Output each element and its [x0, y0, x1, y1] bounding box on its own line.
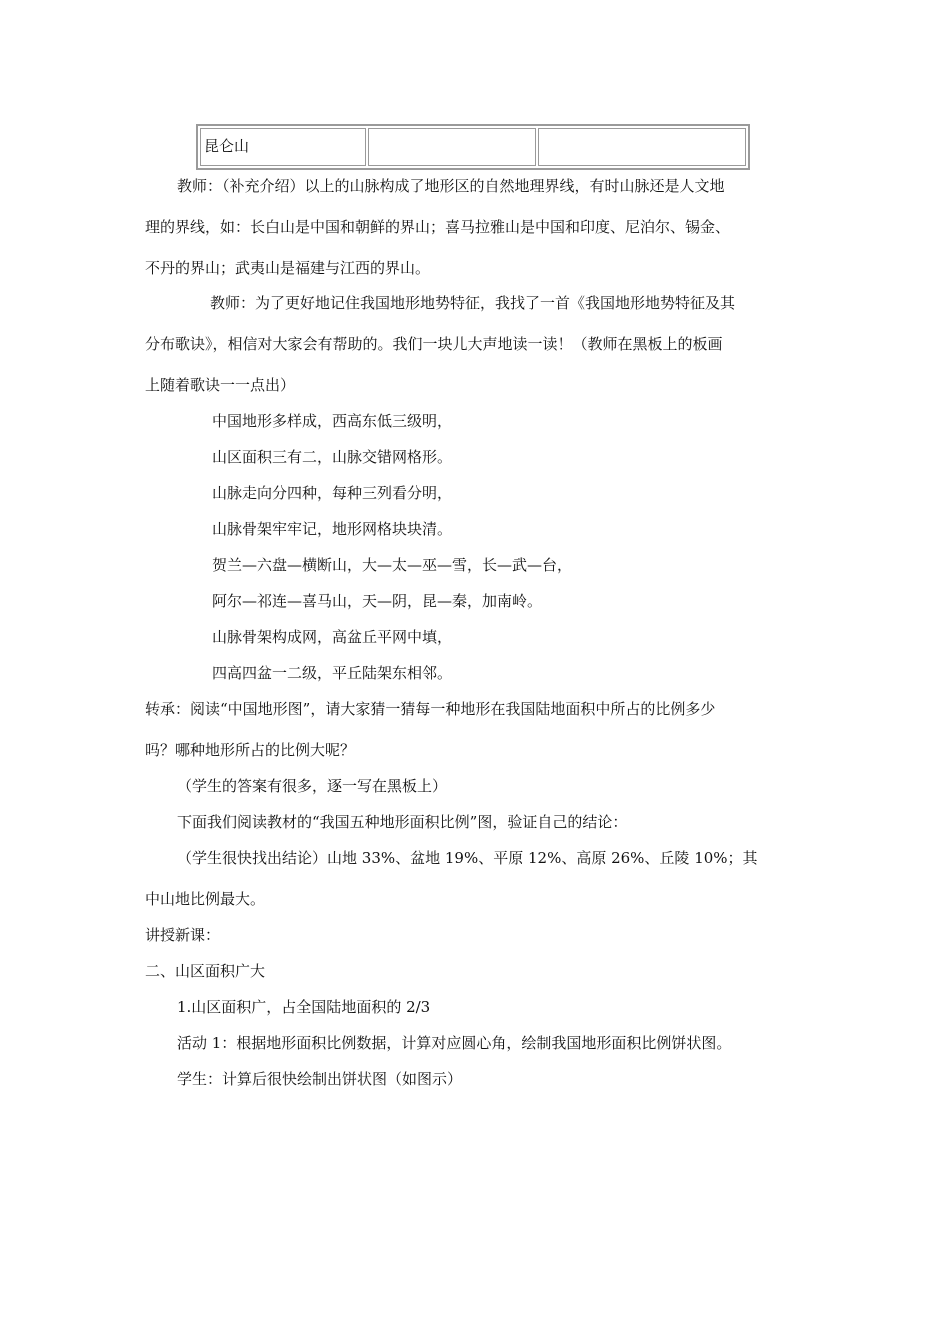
- table-cell-empty: [368, 128, 536, 166]
- paragraph-line: （学生的答案有很多，逐一写在黑板上）: [177, 777, 448, 795]
- poem-line: 中国地形多样成，西高东低三级明，: [212, 412, 453, 430]
- poem-line: 山脉走向分四种，每种三列看分明，: [212, 484, 453, 502]
- paragraph-line: 不丹的界山；武夷山是福建与江西的界山。: [145, 259, 431, 277]
- paragraph-line: 教师：为了更好地记住我国地形地势特征，我找了一首《我国地形地势特征及其: [210, 294, 736, 312]
- table-row: [200, 128, 746, 166]
- paragraph-line: 活动 1：根据地形面积比例数据，计算对应圆心角，绘制我国地形面积比例饼状图。: [177, 1034, 732, 1052]
- paragraph-line: 转承：阅读“中国地形图”，请大家猜一猜每一种地形在我国陆地面积中所占的比例多少: [145, 700, 716, 718]
- poem-line: 阿尔—祁连—喜马山，天—阴，昆—秦，加南岭。: [212, 592, 543, 610]
- table-cell-mountain: 昆仑山: [200, 128, 366, 166]
- poem-line: 山区面积三有二，山脉交错网格形。: [212, 448, 453, 466]
- paragraph-line: 理的界线，如：长白山是中国和朝鲜的界山；喜马拉雅山是中国和印度、尼泊尔、锡金、: [145, 218, 731, 236]
- poem-line: 贺兰—六盘—横断山，大—太—巫—雪，长—武—台，: [212, 556, 573, 574]
- table-cell-empty: [538, 128, 746, 166]
- mountain-table: [196, 124, 750, 170]
- paragraph-line: （学生很快找出结论）山地 33%、盆地 19%、平原 12%、高原 26%、丘陵 10%；其: [177, 849, 758, 867]
- paragraph-line: 吗？哪种地形所占的比例大呢？: [145, 741, 356, 759]
- paragraph-line: 学生：计算后很快绘制出饼状图（如图示）: [177, 1070, 463, 1088]
- poem-line: 山脉骨架牢牢记，地形网格块块清。: [212, 520, 453, 538]
- paragraph-line: 下面我们阅读教材的“我国五种地形面积比例”图，验证自己的结论：: [177, 813, 628, 831]
- paragraph-line: 分布歌诀》，相信对大家会有帮助的。我们一块儿大声地读一读！（教师在黑板上的板画: [145, 335, 723, 353]
- paragraph-line: 教师：（补充介绍）以上的山脉构成了地形区的自然地理界线，有时山脉还是人文地: [177, 177, 725, 195]
- paragraph-line: 中山地比例最大。: [145, 890, 266, 908]
- subsection-heading: 1.山区面积广，占全国陆地面积的 2/3: [177, 998, 431, 1016]
- poem-line: 四高四盆一二级，平丘陆架东相邻。: [212, 664, 453, 682]
- paragraph-line: 上随着歌诀一一点出）: [145, 376, 296, 394]
- section-heading: 二、山区面积广大: [145, 962, 266, 980]
- section-heading: 讲授新课：: [145, 926, 221, 944]
- poem-line: 山脉骨架构成网，高盆丘平网中填，: [212, 628, 453, 646]
